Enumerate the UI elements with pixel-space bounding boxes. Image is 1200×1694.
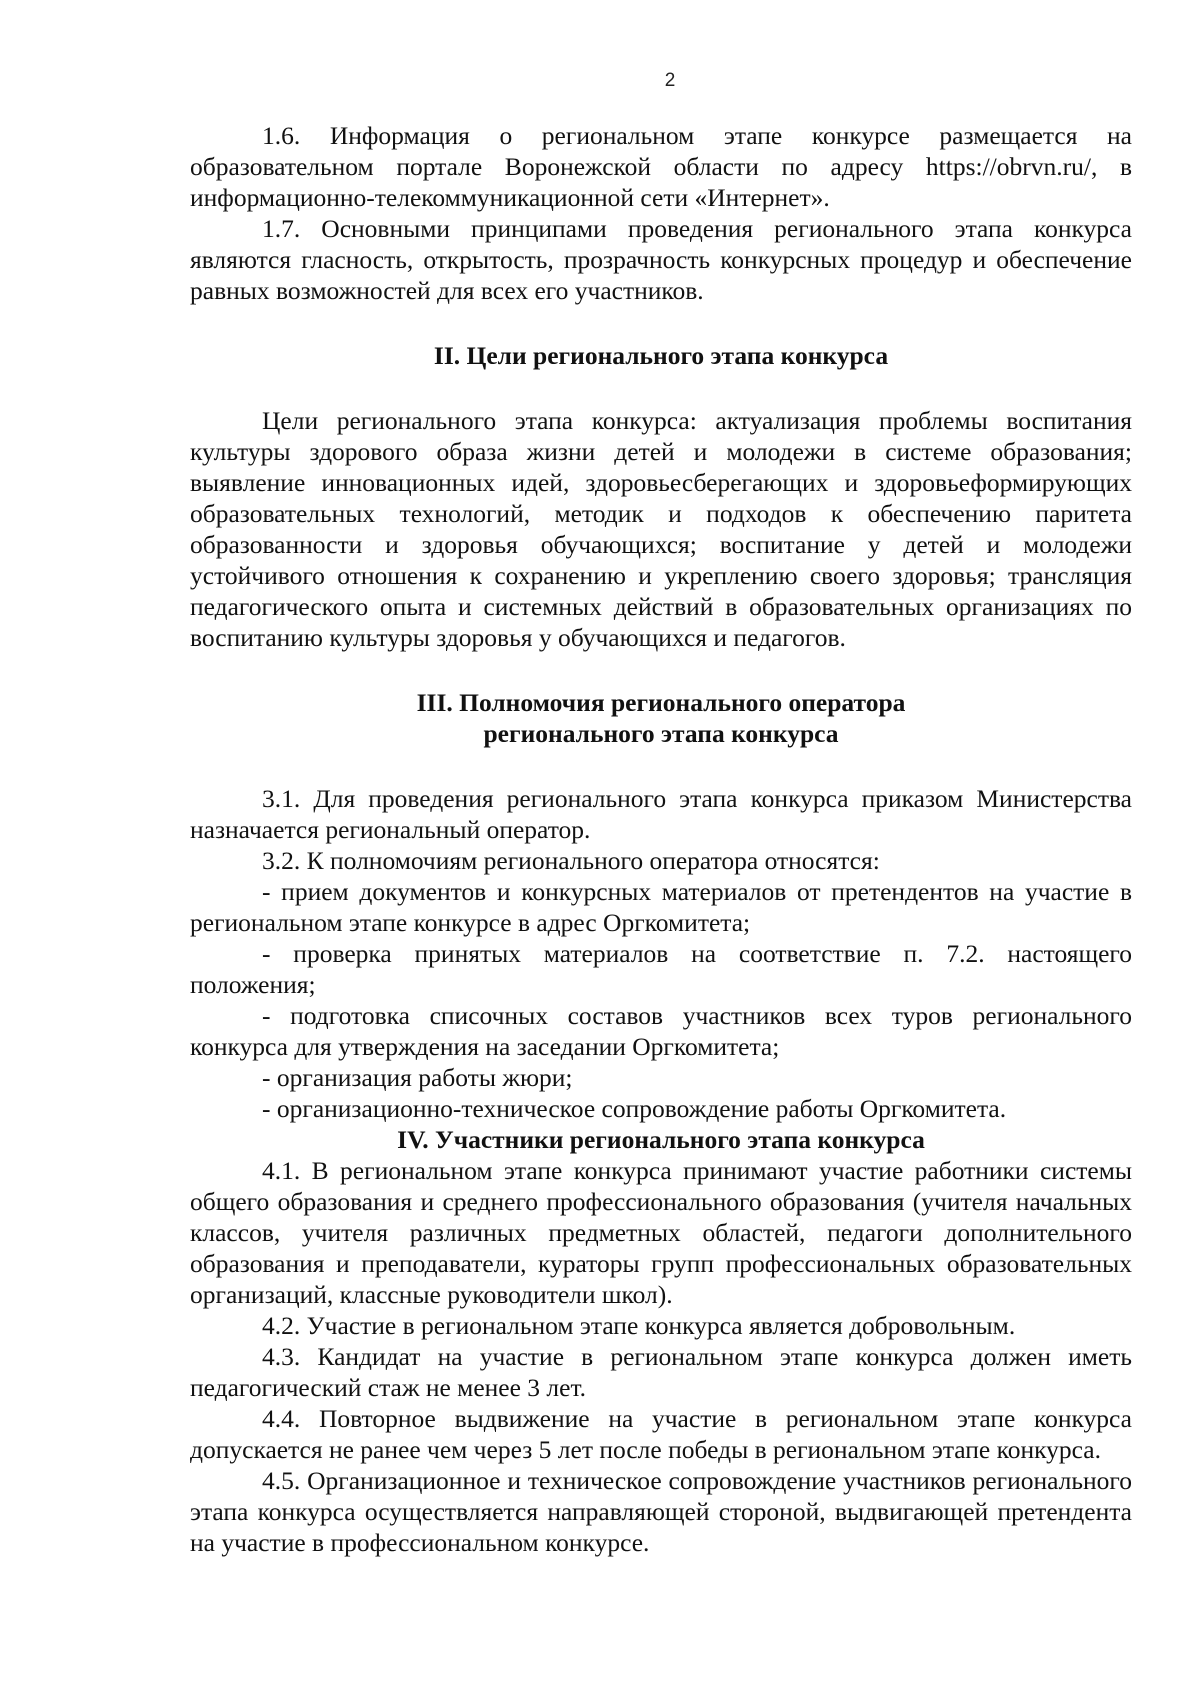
paragraph-4-1: 4.1. В региональном этапе конкурса принимают участие работники системы общего образования и среднего профессионального образования (учителя начальных классов, учителя различных предметных областей, педагоги дополнительного образования и преподаватели, кураторы групп профессиональных образовательных организаций, классные руководители школ). bbox=[190, 1156, 1132, 1309]
section-heading-3-line1: III. Полномочия регионального оператора bbox=[416, 688, 906, 717]
list-item: - организация работы жюри; bbox=[262, 1063, 573, 1092]
spacer bbox=[190, 371, 1132, 405]
list-item: - подготовка списочных составов участников всех туров регионального конкурса для утверждения на заседании Оргкомитета; bbox=[190, 1001, 1132, 1061]
list-item: - проверка принятых материалов на соответствие п. 7.2. настоящего положения; bbox=[190, 939, 1132, 999]
paragraph-3-1: 3.1. Для проведения регионального этапа конкурса приказом Министерства назначается региональный оператор. bbox=[190, 784, 1132, 844]
paragraph-goals: Цели регионального этапа конкурса: актуализация проблемы воспитания культуры здорового образа жизни детей и молодежи в системе образования; выявление инновационных идей, здоровьесберегающих и здоровьеформирующих образовательных технологий, методик и подходов к обеспечению паритета образованности и здоровья обучающихся; воспитание у детей и молодежи устойчивого отношения к сохранению и укреплению своего здоровья; трансляция педагогического опыта и системных действий в образовательных организациях по воспитанию культуры здоровья у обучающихся и педагогов. bbox=[190, 406, 1132, 652]
document-body bbox=[190, 120, 1132, 1558]
spacer bbox=[190, 749, 1132, 783]
paragraph-4-5: 4.5. Организационное и техническое сопровождение участников регионального этапа конкурса осуществляется направляющей стороной, выдвигающей претендента на участие в профессиональном конкурсе. bbox=[190, 1466, 1132, 1557]
list-item: - организационно-техническое сопровождение работы Оргкомитета. bbox=[262, 1094, 1007, 1123]
list-item: - прием документов и конкурсных материалов от претендентов на участие в региональном этапе конкурсе в адрес Оргкомитета; bbox=[190, 877, 1132, 937]
paragraph-3-2: 3.2. К полномочиям регионального оператора относятся: bbox=[262, 846, 880, 875]
section-heading-3-line2: регионального этапа конкурса bbox=[483, 719, 839, 748]
paragraph-1-7: 1.7. Основными принципами проведения регионального этапа конкурса являются гласность, открытость, прозрачность конкурсных процедур и обеспечение равных возможностей для всех его участников. bbox=[190, 214, 1132, 305]
paragraph-1-6: 1.6. Информация о региональном этапе конкурсе размещается на образовательном портале Воронежской области по адресу https://obrvn.ru/, в информационно-телекоммуникационной сети «Интернет». bbox=[190, 121, 1132, 212]
paragraph-4-4: 4.4. Повторное выдвижение на участие в региональном этапе конкурса допускается не ранее чем через 5 лет после победы в региональном этапе конкурса. bbox=[190, 1404, 1132, 1464]
section-heading-2: II. Цели регионального этапа конкурса bbox=[433, 341, 889, 370]
spacer bbox=[190, 653, 1132, 687]
section-heading-4: IV. Участники регионального этапа конкурса bbox=[397, 1125, 925, 1154]
paragraph-4-2: 4.2. Участие в региональном этапе конкурса является добровольным. bbox=[262, 1311, 1016, 1340]
paragraph-4-3: 4.3. Кандидат на участие в региональном этапе конкурса должен иметь педагогический стаж не менее 3 лет. bbox=[190, 1342, 1132, 1402]
spacer bbox=[190, 306, 1132, 340]
page-number: 2 bbox=[664, 70, 676, 91]
section-heading-3 bbox=[190, 687, 1132, 749]
